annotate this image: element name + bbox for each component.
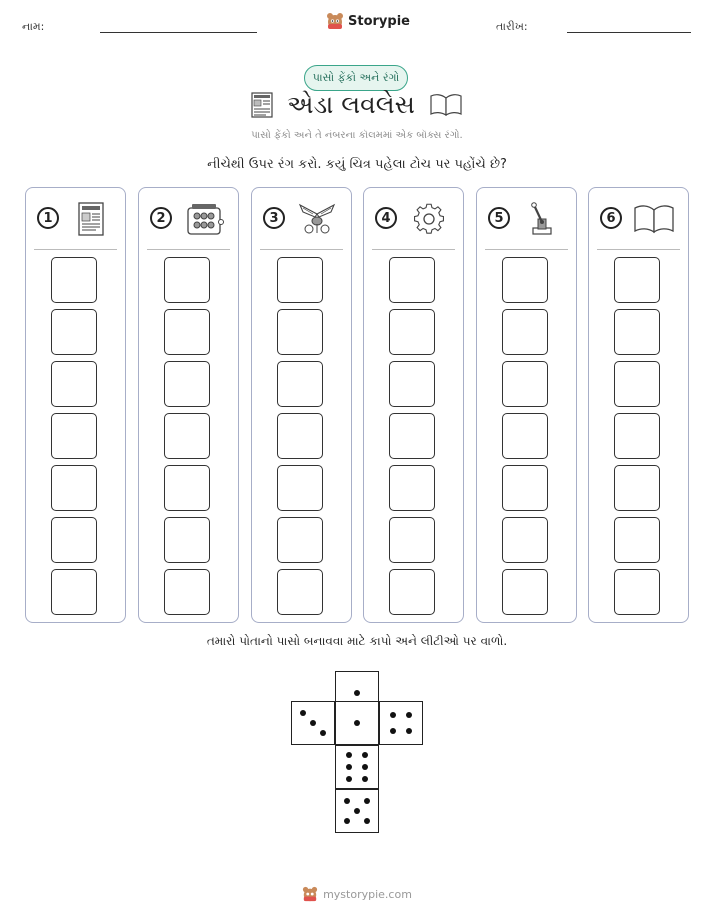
die-pip <box>406 728 412 734</box>
die-pip <box>344 798 350 804</box>
color-box[interactable] <box>389 465 435 511</box>
column-divider <box>597 249 680 250</box>
die-pip <box>362 752 368 758</box>
column-divider <box>147 249 230 250</box>
color-box[interactable] <box>389 257 435 303</box>
color-box[interactable] <box>502 569 548 615</box>
color-box[interactable] <box>164 465 210 511</box>
column-header <box>477 202 576 242</box>
column-4 <box>363 187 464 623</box>
color-box[interactable] <box>164 517 210 563</box>
flying-machine-icon <box>297 202 337 236</box>
die-pip <box>310 720 316 726</box>
color-box[interactable] <box>51 361 97 407</box>
color-box[interactable] <box>277 517 323 563</box>
brand-logo <box>326 12 410 30</box>
color-box[interactable] <box>51 569 97 615</box>
color-box[interactable] <box>614 361 660 407</box>
die-pip <box>362 764 368 770</box>
color-box[interactable] <box>389 309 435 355</box>
column-3 <box>251 187 352 623</box>
color-box[interactable] <box>277 413 323 459</box>
color-box[interactable] <box>277 361 323 407</box>
die-pip <box>344 818 350 824</box>
color-box[interactable] <box>502 309 548 355</box>
die-pip <box>300 710 306 716</box>
subtitle: પાસો ફેંકો અને તે નંબરના કૉલમમાં એક બૉક્સ રંગો. <box>251 130 463 141</box>
color-box[interactable] <box>389 517 435 563</box>
column-header <box>364 202 463 242</box>
die-face <box>335 789 379 833</box>
footer-url[interactable]: mystorypie.com <box>323 887 412 901</box>
column-divider <box>372 249 455 250</box>
die-pip <box>364 798 370 804</box>
color-box[interactable] <box>502 257 548 303</box>
color-box[interactable] <box>614 257 660 303</box>
page-title: એડા લવલેસ <box>287 90 415 119</box>
column-header <box>139 202 238 242</box>
die-pip <box>390 712 396 718</box>
column-header <box>589 202 688 242</box>
color-box[interactable] <box>614 413 660 459</box>
color-box[interactable] <box>164 309 210 355</box>
column-5 <box>476 187 577 623</box>
open-book-icon <box>429 93 463 117</box>
die-pip <box>390 728 396 734</box>
die-pip <box>362 776 368 782</box>
color-box[interactable] <box>164 569 210 615</box>
difference-engine-icon <box>184 202 224 236</box>
date-line[interactable] <box>567 32 691 33</box>
color-box[interactable] <box>389 569 435 615</box>
column-divider <box>34 249 117 250</box>
bear-icon <box>326 12 344 30</box>
color-box[interactable] <box>502 361 548 407</box>
column-2 <box>138 187 239 623</box>
color-box[interactable] <box>389 361 435 407</box>
column-number: 5 <box>488 207 510 229</box>
color-box[interactable] <box>277 309 323 355</box>
title-row <box>0 90 714 120</box>
die-pip <box>406 712 412 718</box>
cut-instruction: તમારો પોતાનો પાસો બનાવવા માટે કાપો અને લીટીઓ પર વાળો. <box>206 634 508 648</box>
die-face <box>335 745 379 789</box>
color-box[interactable] <box>502 517 548 563</box>
instruction: નીચેથી ઉપર રંગ કરો. કયું ચિત્ર પહેલા ટોચ પર પહોંચે છે? <box>207 157 507 172</box>
color-box[interactable] <box>164 361 210 407</box>
color-box[interactable] <box>164 413 210 459</box>
die-pip <box>346 776 352 782</box>
color-box[interactable] <box>614 517 660 563</box>
color-box[interactable] <box>502 413 548 459</box>
date-label: તારીખ: <box>496 20 528 33</box>
color-box[interactable] <box>614 569 660 615</box>
color-box[interactable] <box>51 309 97 355</box>
color-box[interactable] <box>277 257 323 303</box>
newspaper-icon <box>251 92 273 118</box>
column-number: 6 <box>600 207 622 229</box>
column-header <box>26 202 125 242</box>
color-box[interactable] <box>51 257 97 303</box>
die-pip <box>354 720 360 726</box>
color-box[interactable] <box>51 413 97 459</box>
color-box[interactable] <box>277 465 323 511</box>
color-box[interactable] <box>51 465 97 511</box>
activity-pill: પાસો ફેંકો અને રંગો <box>304 65 408 91</box>
open-book-icon <box>634 202 674 236</box>
die-pip <box>346 752 352 758</box>
die-pip <box>346 764 352 770</box>
footer <box>0 886 714 902</box>
column-divider <box>485 249 568 250</box>
column-6 <box>588 187 689 623</box>
color-box[interactable] <box>51 517 97 563</box>
color-box[interactable] <box>614 465 660 511</box>
die-face <box>335 701 379 745</box>
newspaper-icon <box>71 202 111 236</box>
die-pip <box>354 690 360 696</box>
die-pip <box>354 808 360 814</box>
color-box[interactable] <box>502 465 548 511</box>
color-box[interactable] <box>277 569 323 615</box>
name-line[interactable] <box>100 32 257 33</box>
die-pip <box>364 818 370 824</box>
die-pip <box>320 730 326 736</box>
column-divider <box>260 249 343 250</box>
brand-name: Storypie <box>348 13 410 29</box>
column-number: 3 <box>263 207 285 229</box>
gear-icon <box>409 202 449 236</box>
lever-icon <box>522 202 562 236</box>
color-box[interactable] <box>614 309 660 355</box>
bear-icon <box>302 886 318 902</box>
column-1 <box>25 187 126 623</box>
die-face <box>291 701 335 745</box>
die-face <box>379 701 423 745</box>
name-label: નામ: <box>22 20 45 33</box>
color-box[interactable] <box>164 257 210 303</box>
column-number: 4 <box>375 207 397 229</box>
column-number: 2 <box>150 207 172 229</box>
color-box[interactable] <box>389 413 435 459</box>
column-header <box>252 202 351 242</box>
column-number: 1 <box>37 207 59 229</box>
